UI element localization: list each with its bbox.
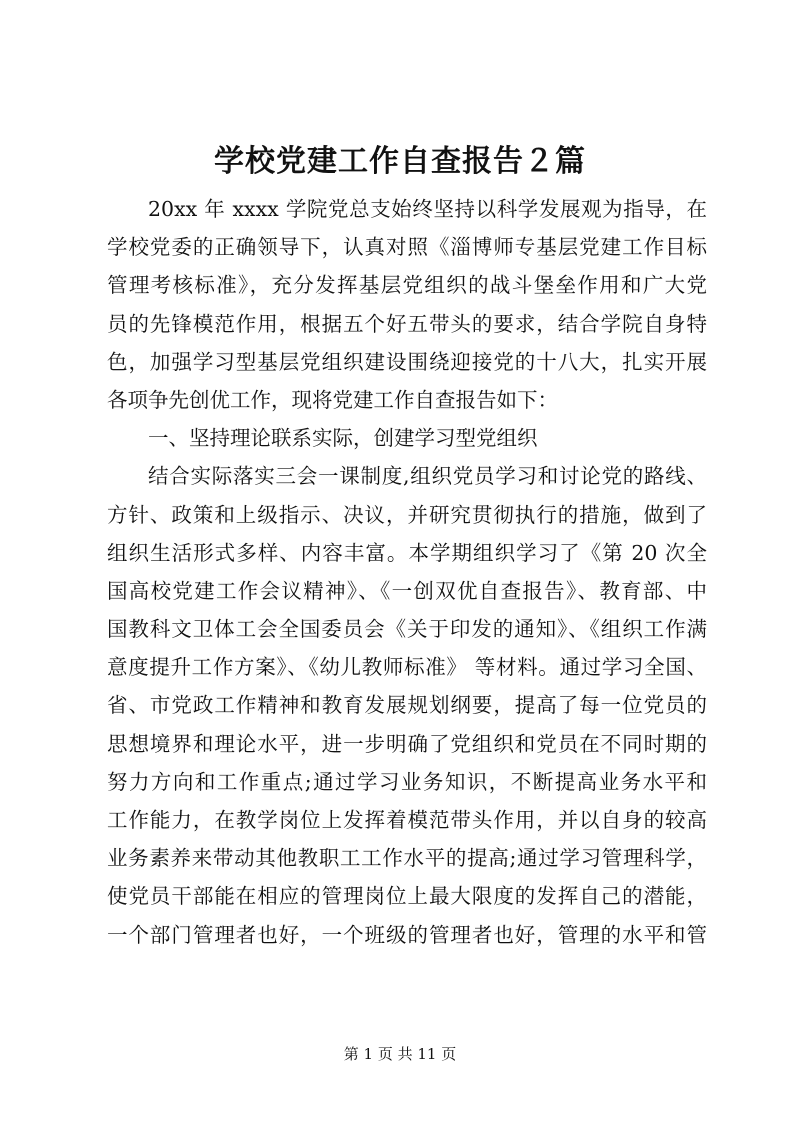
document-title: 学校党建工作自查报告２篇 [214,144,586,179]
body-line: 20xx 年 xxxx 学院党总支始终坚持以科学发展观为指导，在 [148,197,707,221]
body-line: 意度提升工作方案》、《幼儿教师标准》 等材料。通过学习全国、 [107,655,707,680]
body-line: 使党员干部能在相应的管理岗位上最大限度的发挥自己的潜能， [107,884,707,909]
body-line: 国高校党建工作会议精神》、《一创双优自查报告》、教育部、中 [107,578,707,603]
body-line: 省、市党政工作精神和教育发展规划纲要，提高了每一位党员的 [107,693,707,718]
document-body [107,190,707,954]
body-line: 各项争先创优工作，现将党建工作自查报告如下： [107,387,558,412]
body-line: 业务素养来带动其他教职工工作水平的提高;通过学习管理科学， [107,846,707,871]
section-heading: 一、坚持理论联系实际，创建学习型党组织 [148,426,538,451]
body-line: 员的先锋模范作用，根据五个好五带头的要求，结合学院自身特 [107,311,707,336]
body-line: 组织生活形式多样、内容丰富。本学期组织学习了《第 20 次全 [107,540,707,565]
body-line: 学校党委的正确领导下，认真对照《淄博师专基层党建工作目标 [107,235,707,260]
body-line: 一个部门管理者也好，一个班级的管理者也好，管理的水平和管 [107,922,707,947]
body-line: 结合实际落实三会一课制度,组织党员学习和讨论党的路线、 [148,464,707,489]
body-line: 管理考核标准》，充分发挥基层党组织的战斗堡垒作用和广大党 [107,273,707,298]
body-line: 思想境界和理论水平，进一步明确了党组织和党员在不同时期的 [107,731,707,756]
body-line: 努力方向和工作重点;通过学习业务知识，不断提高业务水平和 [107,769,707,794]
body-line: 国教科文卫体工会全国委员会《关于印发的通知》、《组织工作满 [107,617,707,642]
body-line: 色，加强学习型基层党组织建设围绕迎接党的十八大，扎实开展 [107,349,707,374]
body-line: 方针、政策和上级指示、决议，并研究贯彻执行的措施，做到了 [107,502,707,527]
body-line: 工作能力，在教学岗位上发挥着模范带头作用，并以自身的较高 [107,808,707,832]
page-footer: 第 1 页 共 11 页 [343,1045,457,1063]
